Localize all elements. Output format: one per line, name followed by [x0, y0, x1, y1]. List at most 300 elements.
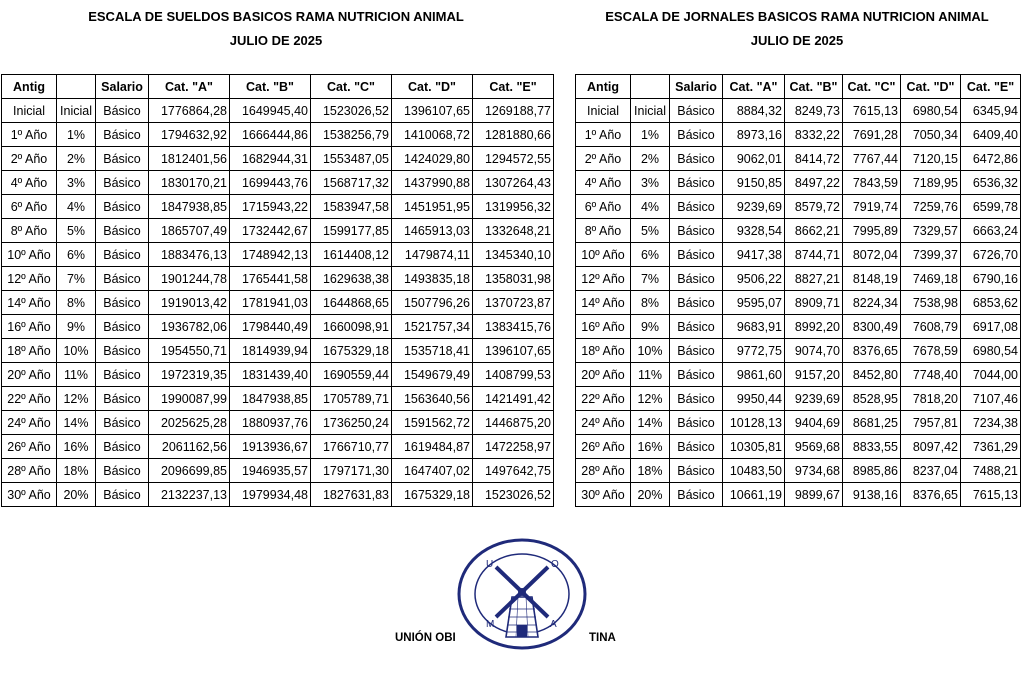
column-header: Cat. "E" — [961, 75, 1021, 99]
sueldos-table — [1, 74, 554, 507]
column-header: Cat. "B" — [785, 75, 843, 99]
table-cell: 26º Año — [576, 435, 631, 459]
table-cell: 7399,37 — [901, 243, 961, 267]
table-cell: 16% — [57, 435, 96, 459]
table-cell: 1408799,53 — [473, 363, 554, 387]
table-cell: 8497,22 — [785, 171, 843, 195]
table-cell: 1644868,65 — [311, 291, 392, 315]
table-cell: 1705789,71 — [311, 387, 392, 411]
table-cell: 8097,42 — [901, 435, 961, 459]
table-cell: 28º Año — [576, 459, 631, 483]
table-cell: 7995,89 — [843, 219, 901, 243]
table-cell: 6472,86 — [961, 147, 1021, 171]
table-cell: 14% — [631, 411, 670, 435]
column-header — [631, 75, 670, 99]
table-cell: 8973,16 — [723, 123, 785, 147]
table-cell: 2096699,85 — [149, 459, 230, 483]
column-header: Antig — [2, 75, 57, 99]
table-cell: 7919,74 — [843, 195, 901, 219]
table-cell: 1535718,41 — [392, 339, 473, 363]
table-cell: 9506,22 — [723, 267, 785, 291]
right-title: ESCALA DE JORNALES BASICOS RAMA NUTRICION ANIMAL — [605, 9, 989, 24]
table-cell: 6917,08 — [961, 315, 1021, 339]
table-cell: 1446875,20 — [473, 411, 554, 435]
table-cell: 26º Año — [2, 435, 57, 459]
table-cell: Básico — [670, 243, 723, 267]
table-row — [2, 459, 554, 483]
column-header: Salario — [670, 75, 723, 99]
table-row — [576, 291, 1021, 315]
table-cell: 1424029,80 — [392, 147, 473, 171]
table-cell: 5% — [57, 219, 96, 243]
table-cell: 6536,32 — [961, 171, 1021, 195]
table-cell: 1472258,97 — [473, 435, 554, 459]
table-cell: 1715943,22 — [230, 195, 311, 219]
table-cell: Básico — [96, 123, 149, 147]
logo-text-left: UNIÓN OBI — [395, 632, 456, 644]
table-cell: Inicial — [576, 99, 631, 123]
table-cell: 1690559,44 — [311, 363, 392, 387]
table-row — [2, 171, 554, 195]
table-cell: 7% — [631, 267, 670, 291]
column-header — [57, 75, 96, 99]
table-row — [576, 339, 1021, 363]
table-cell: 8985,86 — [843, 459, 901, 483]
table-row — [576, 435, 1021, 459]
column-header: Salario — [96, 75, 149, 99]
table-cell: 7818,20 — [901, 387, 961, 411]
table-cell: 1345340,10 — [473, 243, 554, 267]
table-cell: 8332,22 — [785, 123, 843, 147]
table-cell: 1675329,18 — [392, 483, 473, 507]
table-cell: 1º Año — [576, 123, 631, 147]
table-cell: 1523026,52 — [473, 483, 554, 507]
table-cell: Básico — [670, 411, 723, 435]
table-cell: 1523026,52 — [311, 99, 392, 123]
table-cell: 1847938,85 — [149, 195, 230, 219]
table-cell: 1507796,26 — [392, 291, 473, 315]
table-cell: 10483,50 — [723, 459, 785, 483]
table-cell: 1383415,76 — [473, 315, 554, 339]
table-cell: Básico — [96, 363, 149, 387]
table-row — [2, 315, 554, 339]
logo-letter: O — [551, 559, 559, 570]
table-cell: 6409,40 — [961, 123, 1021, 147]
table-cell: 1765441,58 — [230, 267, 311, 291]
table-cell: 7361,29 — [961, 435, 1021, 459]
table-cell: 1666444,86 — [230, 123, 311, 147]
table-cell: 8681,25 — [843, 411, 901, 435]
table-cell: 8376,65 — [843, 339, 901, 363]
table-cell: 7538,98 — [901, 291, 961, 315]
table-cell: 1919013,42 — [149, 291, 230, 315]
table-cell: 1421491,42 — [473, 387, 554, 411]
table-cell: 12% — [631, 387, 670, 411]
table-cell: Básico — [670, 171, 723, 195]
table-cell: Básico — [670, 291, 723, 315]
table-cell: 1583947,58 — [311, 195, 392, 219]
table-cell: Básico — [96, 243, 149, 267]
table-cell: 10661,19 — [723, 483, 785, 507]
logo-text-right: TINA — [589, 632, 616, 644]
table-cell: 9861,60 — [723, 363, 785, 387]
table-cell: 10º Año — [2, 243, 57, 267]
table-row — [576, 99, 1021, 123]
table-row — [576, 459, 1021, 483]
table-row — [2, 435, 554, 459]
table-cell: 1990087,99 — [149, 387, 230, 411]
table-cell: Básico — [96, 291, 149, 315]
table-cell: 10º Año — [576, 243, 631, 267]
table-cell: 8º Año — [2, 219, 57, 243]
table-row — [2, 243, 554, 267]
table-cell: 9% — [57, 315, 96, 339]
table-cell: Básico — [670, 339, 723, 363]
table-cell: 1281880,66 — [473, 123, 554, 147]
table-cell: Básico — [670, 99, 723, 123]
table-row — [2, 267, 554, 291]
table-cell: 1568717,32 — [311, 171, 392, 195]
table-cell: 2% — [631, 147, 670, 171]
table-cell: 8528,95 — [843, 387, 901, 411]
table-cell: 9772,75 — [723, 339, 785, 363]
table-cell: Básico — [96, 339, 149, 363]
table-cell: 1831439,40 — [230, 363, 311, 387]
table-cell: 7469,18 — [901, 267, 961, 291]
table-row — [576, 483, 1021, 507]
table-cell: 1563640,56 — [392, 387, 473, 411]
table-cell: 1972319,35 — [149, 363, 230, 387]
table-cell: 16º Año — [2, 315, 57, 339]
table-cell: 9150,85 — [723, 171, 785, 195]
table-cell: 8452,80 — [843, 363, 901, 387]
table-cell: 9062,01 — [723, 147, 785, 171]
table-row — [576, 387, 1021, 411]
table-cell: 18º Año — [576, 339, 631, 363]
table-row — [2, 411, 554, 435]
table-cell: 7678,59 — [901, 339, 961, 363]
table-cell: Básico — [96, 315, 149, 339]
table-cell: 20º Año — [576, 363, 631, 387]
table-cell: Básico — [670, 315, 723, 339]
table-cell: Básico — [96, 459, 149, 483]
table-cell: 1699443,76 — [230, 171, 311, 195]
table-cell: 18% — [631, 459, 670, 483]
logo-letter: M — [486, 619, 495, 630]
table-cell: 7234,38 — [961, 411, 1021, 435]
table-cell: 18º Año — [2, 339, 57, 363]
table-cell: 9899,67 — [785, 483, 843, 507]
table-cell: 6599,78 — [961, 195, 1021, 219]
table-cell: 6790,16 — [961, 267, 1021, 291]
table-cell: Básico — [670, 123, 723, 147]
table-cell: 3% — [631, 171, 670, 195]
table-cell: 1880937,76 — [230, 411, 311, 435]
table-cell: Básico — [670, 195, 723, 219]
table-cell: 6853,62 — [961, 291, 1021, 315]
table-cell: 1521757,34 — [392, 315, 473, 339]
table-cell: 1619484,87 — [392, 435, 473, 459]
column-header: Cat. "C" — [843, 75, 901, 99]
left-subtitle: JULIO DE 2025 — [229, 33, 323, 48]
table-cell: 6345,94 — [961, 99, 1021, 123]
table-cell: 7259,76 — [901, 195, 961, 219]
table-cell: 1396107,65 — [473, 339, 554, 363]
table-row — [576, 171, 1021, 195]
table-cell: 1812401,56 — [149, 147, 230, 171]
table-cell: 12% — [57, 387, 96, 411]
table-cell: 1465913,03 — [392, 219, 473, 243]
table-cell: 2132237,13 — [149, 483, 230, 507]
table-row — [2, 99, 554, 123]
table-cell: 1798440,49 — [230, 315, 311, 339]
table-cell: 1370723,87 — [473, 291, 554, 315]
table-row — [576, 267, 1021, 291]
column-header: Cat. "D" — [392, 75, 473, 99]
table-row — [2, 291, 554, 315]
table-cell: 7957,81 — [901, 411, 961, 435]
table-cell: 6º Año — [576, 195, 631, 219]
jornales-table — [575, 74, 1021, 507]
table-cell: 1º Año — [2, 123, 57, 147]
table-cell: 7189,95 — [901, 171, 961, 195]
table-cell: 1781941,03 — [230, 291, 311, 315]
table-row — [576, 315, 1021, 339]
table-cell: 7107,46 — [961, 387, 1021, 411]
table-cell: Básico — [670, 483, 723, 507]
table-cell: 6980,54 — [961, 339, 1021, 363]
table-cell: Inicial — [57, 99, 96, 123]
table-cell: 28º Año — [2, 459, 57, 483]
sueldos-header-row — [2, 75, 554, 99]
table-cell: 12º Año — [576, 267, 631, 291]
table-cell: 4% — [631, 195, 670, 219]
table-cell: 22º Año — [2, 387, 57, 411]
column-header: Cat. "B" — [230, 75, 311, 99]
right-subtitle: JULIO DE 2025 — [750, 33, 844, 48]
table-cell: Básico — [670, 387, 723, 411]
table-cell: 1294572,55 — [473, 147, 554, 171]
table-cell: 1% — [57, 123, 96, 147]
table-row — [2, 219, 554, 243]
logo-letter: U — [486, 559, 494, 570]
table-cell: Inicial — [2, 99, 57, 123]
union-obrera-molinera-logo — [456, 537, 588, 652]
table-cell: 8579,72 — [785, 195, 843, 219]
table-cell: Básico — [670, 267, 723, 291]
table-cell: 1% — [631, 123, 670, 147]
table-cell: 1682944,31 — [230, 147, 311, 171]
column-header: Antig — [576, 75, 631, 99]
table-row — [576, 219, 1021, 243]
table-cell: 1451951,95 — [392, 195, 473, 219]
table-cell: 12º Año — [2, 267, 57, 291]
table-cell: 9595,07 — [723, 291, 785, 315]
table-cell: 1913936,67 — [230, 435, 311, 459]
column-header: Cat. "D" — [901, 75, 961, 99]
table-cell: 1538256,79 — [311, 123, 392, 147]
table-cell: 8992,20 — [785, 315, 843, 339]
table-cell: 7615,13 — [961, 483, 1021, 507]
table-cell: 1732442,67 — [230, 219, 311, 243]
table-cell: 7615,13 — [843, 99, 901, 123]
table-cell: 7767,44 — [843, 147, 901, 171]
table-row — [576, 123, 1021, 147]
table-cell: 9417,38 — [723, 243, 785, 267]
table-cell: 9404,69 — [785, 411, 843, 435]
table-cell: 16% — [631, 435, 670, 459]
table-row — [2, 195, 554, 219]
table-cell: 6% — [57, 243, 96, 267]
table-cell: Básico — [96, 147, 149, 171]
table-row — [576, 195, 1021, 219]
table-cell: 1629638,38 — [311, 267, 392, 291]
table-cell: Básico — [670, 219, 723, 243]
table-cell: 9950,44 — [723, 387, 785, 411]
table-cell: 18% — [57, 459, 96, 483]
table-cell: 1827631,83 — [311, 483, 392, 507]
table-cell: Básico — [96, 219, 149, 243]
table-cell: 9074,70 — [785, 339, 843, 363]
table-cell: 14º Año — [2, 291, 57, 315]
table-cell: 7044,00 — [961, 363, 1021, 387]
table-cell: 5% — [631, 219, 670, 243]
table-cell: 8909,71 — [785, 291, 843, 315]
column-header: Cat. "A" — [149, 75, 230, 99]
table-cell: 7843,59 — [843, 171, 901, 195]
table-cell: 1936782,06 — [149, 315, 230, 339]
table-cell: 8237,04 — [901, 459, 961, 483]
table-cell: Básico — [96, 267, 149, 291]
table-cell: 22º Año — [576, 387, 631, 411]
table-cell: 7% — [57, 267, 96, 291]
table-cell: 7748,40 — [901, 363, 961, 387]
table-cell: 11% — [57, 363, 96, 387]
table-cell: 1332648,21 — [473, 219, 554, 243]
table-row — [2, 363, 554, 387]
table-cell: 9239,69 — [785, 387, 843, 411]
table-row — [2, 339, 554, 363]
table-cell: 24º Año — [2, 411, 57, 435]
table-cell: 30º Año — [576, 483, 631, 507]
table-cell: 1549679,49 — [392, 363, 473, 387]
table-row — [576, 243, 1021, 267]
table-cell: 1675329,18 — [311, 339, 392, 363]
table-cell: 1269188,77 — [473, 99, 554, 123]
table-cell: 8% — [631, 291, 670, 315]
table-cell: 9569,68 — [785, 435, 843, 459]
table-cell: 10% — [57, 339, 96, 363]
table-cell: 1946935,57 — [230, 459, 311, 483]
table-cell: 1553487,05 — [311, 147, 392, 171]
table-cell: 8224,34 — [843, 291, 901, 315]
table-cell: Básico — [670, 435, 723, 459]
table-cell: 1396107,65 — [392, 99, 473, 123]
table-cell: 11% — [631, 363, 670, 387]
table-cell: 6663,24 — [961, 219, 1021, 243]
table-cell: 7120,15 — [901, 147, 961, 171]
column-header: Cat. "E" — [473, 75, 554, 99]
column-header: Cat. "C" — [311, 75, 392, 99]
table-cell: 20% — [57, 483, 96, 507]
table-cell: 1493835,18 — [392, 267, 473, 291]
table-cell: 8376,65 — [901, 483, 961, 507]
table-cell: 4º Año — [576, 171, 631, 195]
table-cell: 14º Año — [576, 291, 631, 315]
table-cell: Básico — [96, 99, 149, 123]
table-row — [576, 363, 1021, 387]
table-row — [2, 147, 554, 171]
table-cell: 2% — [57, 147, 96, 171]
table-cell: 1766710,77 — [311, 435, 392, 459]
table-cell: 9734,68 — [785, 459, 843, 483]
table-cell: 10305,81 — [723, 435, 785, 459]
table-cell: 8% — [57, 291, 96, 315]
table-cell: 1319956,32 — [473, 195, 554, 219]
table-cell: 7608,79 — [901, 315, 961, 339]
table-cell: 16º Año — [576, 315, 631, 339]
table-cell: 10128,13 — [723, 411, 785, 435]
table-cell: 7488,21 — [961, 459, 1021, 483]
table-cell: 8833,55 — [843, 435, 901, 459]
table-cell: 1591562,72 — [392, 411, 473, 435]
table-cell: 1736250,24 — [311, 411, 392, 435]
table-row — [576, 411, 1021, 435]
table-cell: 8148,19 — [843, 267, 901, 291]
table-cell: 4º Año — [2, 171, 57, 195]
table-cell: 8414,72 — [785, 147, 843, 171]
table-cell: Básico — [96, 411, 149, 435]
table-row — [2, 123, 554, 147]
table-cell: Básico — [96, 171, 149, 195]
table-cell: 6% — [631, 243, 670, 267]
table-cell: 1830170,21 — [149, 171, 230, 195]
table-cell: 1748942,13 — [230, 243, 311, 267]
table-cell: 2025625,28 — [149, 411, 230, 435]
table-cell: Básico — [96, 195, 149, 219]
table-cell: 6º Año — [2, 195, 57, 219]
table-cell: 8300,49 — [843, 315, 901, 339]
table-cell: 10% — [631, 339, 670, 363]
table-cell: 8744,71 — [785, 243, 843, 267]
table-cell: Inicial — [631, 99, 670, 123]
table-cell: 1865707,49 — [149, 219, 230, 243]
table-cell: 1437990,88 — [392, 171, 473, 195]
table-cell: 1660098,91 — [311, 315, 392, 339]
table-cell: 20% — [631, 483, 670, 507]
table-cell: 9683,91 — [723, 315, 785, 339]
windmill-icon — [496, 567, 548, 637]
table-cell: 1794632,92 — [149, 123, 230, 147]
table-cell: 1358031,98 — [473, 267, 554, 291]
logo-letter: A — [550, 619, 557, 630]
table-cell: 20º Año — [2, 363, 57, 387]
table-cell: Básico — [96, 483, 149, 507]
table-cell: 8072,04 — [843, 243, 901, 267]
table-cell: 1649945,40 — [230, 99, 311, 123]
table-cell: 1776864,28 — [149, 99, 230, 123]
table-cell: 1479874,11 — [392, 243, 473, 267]
table-cell: 8º Año — [576, 219, 631, 243]
table-cell: 1814939,94 — [230, 339, 311, 363]
table-cell: 1979934,48 — [230, 483, 311, 507]
table-cell: 14% — [57, 411, 96, 435]
table-cell: Básico — [96, 387, 149, 411]
table-cell: 1797171,30 — [311, 459, 392, 483]
table-cell: 2º Año — [2, 147, 57, 171]
table-cell: 1883476,13 — [149, 243, 230, 267]
table-cell: 8249,73 — [785, 99, 843, 123]
